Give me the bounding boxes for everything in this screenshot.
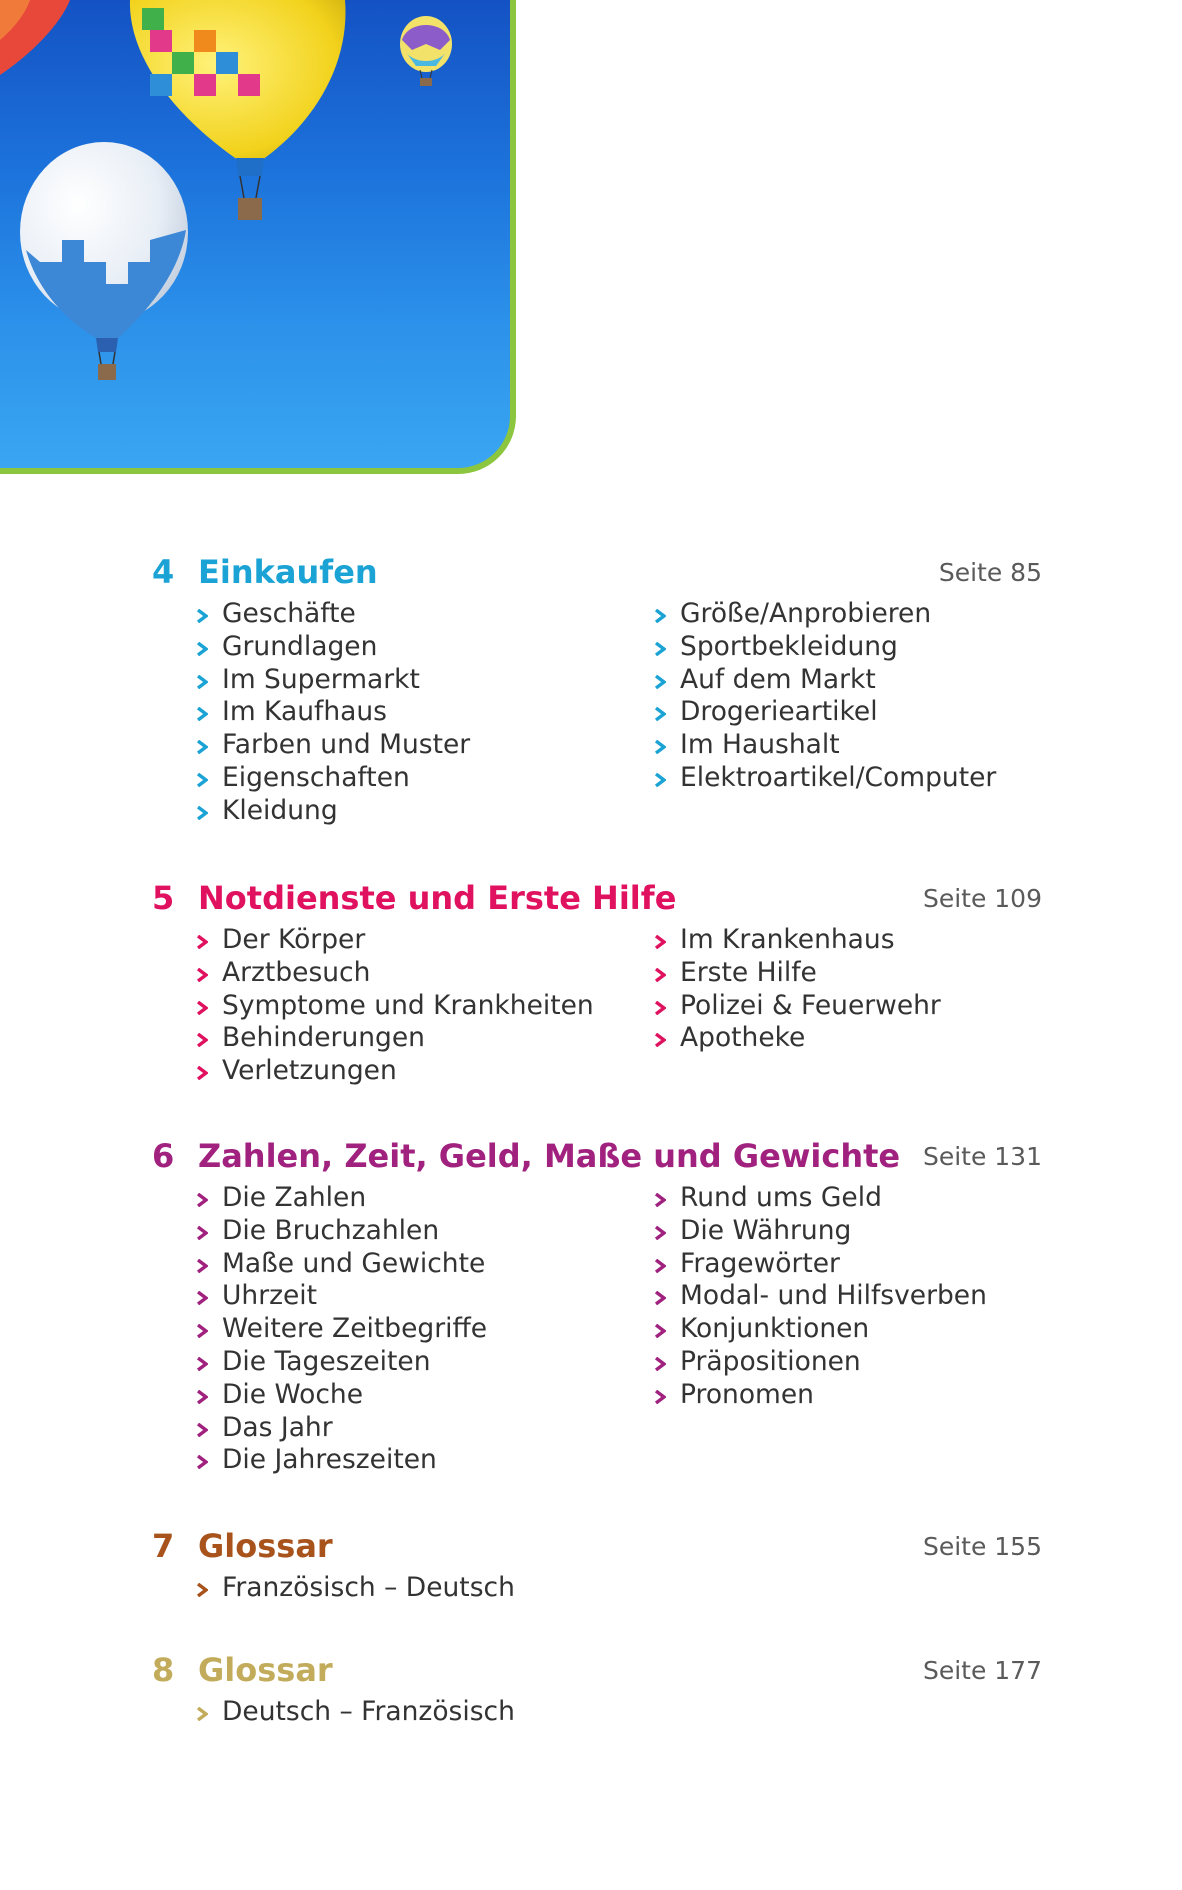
- topic-list-left: [196, 1182, 487, 1477]
- topic-item[interactable]: [654, 1182, 987, 1215]
- chevron-right-icon: [654, 1291, 666, 1305]
- section-title[interactable]: Notdienste und Erste Hilfe: [198, 879, 677, 917]
- topic-item[interactable]: [196, 1696, 515, 1729]
- topic-item[interactable]: [196, 664, 470, 697]
- topic-label: Pronomen: [680, 1378, 814, 1410]
- section-number: 7: [152, 1527, 175, 1565]
- topic-item[interactable]: [196, 1444, 487, 1477]
- chevron-right-icon: [654, 935, 666, 949]
- topic-label: Die Jahreszeiten: [222, 1444, 437, 1476]
- topic-item[interactable]: [196, 1346, 487, 1379]
- topic-label: Im Krankenhaus: [680, 924, 895, 955]
- topic-item[interactable]: [196, 990, 594, 1023]
- chevron-right-icon: [654, 1357, 666, 1371]
- topic-label: Modal- und Hilfsverben: [680, 1280, 987, 1312]
- chevron-right-icon: [196, 675, 208, 689]
- topic-item[interactable]: [654, 1379, 987, 1412]
- topic-item[interactable]: [654, 1346, 987, 1379]
- topic-item[interactable]: [196, 729, 470, 762]
- chevron-right-icon: [654, 1324, 666, 1338]
- topic-label: Konjunktionen: [680, 1313, 870, 1345]
- topic-label: Im Supermarkt: [222, 663, 420, 695]
- chevron-right-icon: [654, 707, 666, 721]
- topic-item[interactable]: [654, 1215, 987, 1248]
- topic-item[interactable]: [196, 1215, 487, 1248]
- topic-item[interactable]: [196, 762, 470, 795]
- chevron-right-icon: [196, 1259, 208, 1273]
- topic-label: Deutsch – Französisch: [222, 1696, 515, 1727]
- topic-label: Symptome und Krankheiten: [222, 989, 594, 1021]
- topic-item[interactable]: [196, 631, 470, 664]
- chevron-right-icon: [196, 1324, 208, 1338]
- topic-item[interactable]: [196, 1280, 487, 1313]
- chevron-right-icon: [196, 1357, 208, 1371]
- chevron-right-icon: [654, 609, 666, 623]
- topic-list-left: [196, 1572, 515, 1605]
- topic-item[interactable]: [654, 729, 996, 762]
- topic-label: Im Kaufhaus: [222, 696, 387, 728]
- topic-item[interactable]: [196, 1313, 487, 1346]
- topic-item[interactable]: [654, 957, 941, 990]
- topic-item[interactable]: [196, 1182, 487, 1215]
- white-balloon-graphic: [20, 142, 188, 380]
- topic-label: Geschäfte: [222, 598, 356, 629]
- section-title[interactable]: Einkaufen: [198, 553, 378, 591]
- chevron-right-icon: [654, 1001, 666, 1015]
- chevron-right-icon: [196, 1066, 208, 1080]
- section-title[interactable]: Glossar: [198, 1651, 333, 1689]
- chevron-right-icon: [654, 675, 666, 689]
- topic-label: Die Bruchzahlen: [222, 1214, 440, 1246]
- topic-item[interactable]: [196, 1379, 487, 1412]
- topic-list-right: [654, 924, 941, 1055]
- chevron-right-icon: [196, 740, 208, 754]
- chevron-right-icon: [196, 1707, 208, 1721]
- section-page-ref: Seite 177: [922, 1656, 1042, 1685]
- topic-item[interactable]: [654, 631, 996, 664]
- topic-label: Arztbesuch: [222, 956, 371, 988]
- chevron-right-icon: [196, 1226, 208, 1240]
- chevron-right-icon: [196, 1455, 208, 1469]
- topic-label: Der Körper: [222, 924, 366, 955]
- chevron-right-icon: [196, 1583, 208, 1597]
- topic-label: Fragewörter: [680, 1247, 840, 1279]
- section-title[interactable]: Zahlen, Zeit, Geld, Maße und Gewichte: [198, 1137, 901, 1175]
- topic-item[interactable]: [196, 1572, 515, 1605]
- small-balloon-graphic: [400, 16, 452, 86]
- chevron-right-icon: [654, 1259, 666, 1273]
- topic-item[interactable]: [196, 1412, 487, 1445]
- topic-item[interactable]: [196, 1022, 594, 1055]
- topic-item[interactable]: [196, 1055, 594, 1088]
- topic-label: Behinderungen: [222, 1022, 425, 1054]
- topic-item[interactable]: [654, 762, 996, 795]
- topic-label: Uhrzeit: [222, 1280, 318, 1312]
- topic-label: Die Währung: [680, 1214, 852, 1246]
- topic-list-left: [196, 924, 594, 1088]
- chevron-right-icon: [196, 1001, 208, 1015]
- topic-item[interactable]: [654, 924, 941, 957]
- topic-label: Elektroartikel/Computer: [680, 761, 997, 793]
- topic-label: Präpositionen: [680, 1345, 861, 1377]
- topic-item[interactable]: [196, 957, 594, 990]
- topic-item[interactable]: [654, 696, 996, 729]
- section-page-ref: Seite 85: [938, 558, 1042, 587]
- topic-label: Grundlagen: [222, 630, 378, 662]
- chevron-right-icon: [196, 968, 208, 982]
- topic-label: Sportbekleidung: [680, 630, 898, 662]
- chevron-right-icon: [654, 642, 666, 656]
- section-number: 4: [152, 553, 175, 591]
- topic-label: Im Haushalt: [680, 729, 840, 761]
- chevron-right-icon: [196, 935, 208, 949]
- topic-label: Kleidung: [222, 794, 338, 826]
- topic-label: Weitere Zeitbegriffe: [222, 1313, 488, 1345]
- chevron-right-icon: [196, 1423, 208, 1437]
- topic-item[interactable]: [654, 1313, 987, 1346]
- chevron-right-icon: [196, 1291, 208, 1305]
- chevron-right-icon: [196, 707, 208, 721]
- topic-item[interactable]: [654, 664, 996, 697]
- topic-label: Auf dem Markt: [680, 663, 876, 695]
- topic-item[interactable]: [196, 1248, 487, 1281]
- chevron-right-icon: [196, 1193, 208, 1207]
- topic-label: Die Zahlen: [222, 1182, 367, 1213]
- topic-label: Farben und Muster: [222, 729, 471, 761]
- chevron-right-icon: [196, 773, 208, 787]
- chevron-right-icon: [654, 773, 666, 787]
- section-page-ref: Seite 131: [922, 1142, 1042, 1171]
- chevron-right-icon: [196, 642, 208, 656]
- topic-label: Größe/Anprobieren: [680, 598, 932, 629]
- topic-item[interactable]: [196, 598, 470, 631]
- topic-label: Verletzungen: [222, 1055, 397, 1087]
- topic-item[interactable]: [654, 1248, 987, 1281]
- chevron-right-icon: [654, 1193, 666, 1207]
- chevron-right-icon: [654, 1033, 666, 1047]
- chevron-right-icon: [654, 1390, 666, 1404]
- chevron-right-icon: [196, 806, 208, 820]
- topic-label: Die Tageszeiten: [222, 1345, 431, 1377]
- topic-item[interactable]: [654, 990, 941, 1023]
- chevron-right-icon: [654, 740, 666, 754]
- topic-label: Erste Hilfe: [680, 956, 817, 988]
- section-page-ref: Seite 109: [922, 884, 1042, 913]
- hero-image: [0, 0, 516, 474]
- topic-list-right: [654, 598, 996, 795]
- topic-item[interactable]: [196, 696, 470, 729]
- topic-list-right: [654, 1182, 987, 1412]
- topic-label: Französisch – Deutsch: [222, 1572, 515, 1603]
- topic-item[interactable]: [654, 1022, 941, 1055]
- topic-label: Das Jahr: [222, 1411, 333, 1443]
- topic-list-left: [196, 598, 470, 828]
- section-number: 6: [152, 1137, 175, 1175]
- topic-label: Die Woche: [222, 1378, 364, 1410]
- topic-label: Drogerieartikel: [680, 696, 878, 728]
- section-title[interactable]: Glossar: [198, 1527, 333, 1565]
- topic-item[interactable]: [654, 1280, 987, 1313]
- section-page-ref: Seite 155: [922, 1532, 1042, 1561]
- chevron-right-icon: [654, 968, 666, 982]
- chevron-right-icon: [196, 1033, 208, 1047]
- topic-label: Maße und Gewichte: [222, 1247, 486, 1279]
- topic-item[interactable]: [654, 598, 996, 631]
- topic-item[interactable]: [196, 795, 470, 828]
- topic-item[interactable]: [196, 924, 594, 957]
- section-number: 5: [152, 879, 175, 917]
- topic-label: Apotheke: [680, 1022, 806, 1054]
- topic-label: Polizei & Feuerwehr: [680, 989, 941, 1021]
- topic-label: Eigenschaften: [222, 761, 410, 793]
- chevron-right-icon: [196, 609, 208, 623]
- section-number: 8: [152, 1651, 175, 1689]
- chevron-right-icon: [196, 1390, 208, 1404]
- chevron-right-icon: [654, 1226, 666, 1240]
- topic-label: Rund ums Geld: [680, 1182, 882, 1213]
- topic-list-left: [196, 1696, 515, 1729]
